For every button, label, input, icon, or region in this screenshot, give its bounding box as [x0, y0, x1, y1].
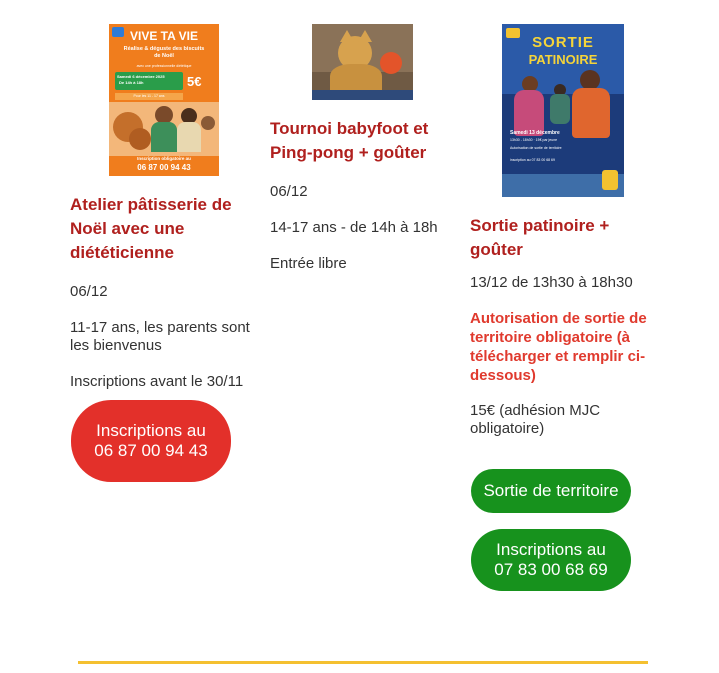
event-title: Tournoi babyfoot et Ping-pong + goûter [270, 119, 429, 162]
poster-heading-1: SORTIE [532, 34, 594, 51]
photo-cat-pingpong [312, 24, 413, 100]
poster-signup: inscription au 07 83 00 68 69 [510, 158, 555, 162]
event-text-patisserie [70, 193, 260, 391]
poster-permit: Autorisation de sortie de territoire [510, 146, 562, 150]
event-text-patinoire [470, 214, 660, 438]
poster-heading-2: PATINOIRE [528, 52, 598, 67]
poster-date-band [115, 72, 183, 90]
child-body-icon [151, 122, 177, 152]
paddle-icon [380, 52, 402, 74]
poster-date: Samedi 13 décembre [510, 130, 560, 136]
poster-illustration [109, 102, 219, 156]
skater-head-icon [580, 70, 600, 90]
event-title: Sortie patinoire + goûter [470, 216, 610, 259]
event-title: Atelier pâtisserie de Noël avec une diététicienne [70, 195, 232, 262]
poster-time: De 14h à 18h [119, 80, 144, 85]
signup-patinoire-button[interactable]: Inscriptions au 07 83 00 68 69 [471, 529, 631, 591]
cat-ear-icon [358, 30, 372, 42]
mjc-logo-icon [602, 170, 618, 190]
poster-patisserie [109, 24, 219, 176]
skater-body-icon [550, 94, 570, 124]
territory-form-button[interactable]: Sortie de territoire [471, 469, 631, 513]
child-head-icon [201, 116, 215, 130]
poster-details: 13h30 - 18h30 · 15€ par jeune [510, 138, 558, 142]
event-ages: 11-17 ans, les parents sont les bienvenus [70, 319, 250, 354]
signup-patisserie-button[interactable]: Inscriptions au 06 87 00 94 43 [71, 400, 231, 482]
cookie-icon [129, 128, 151, 150]
event-note: Inscriptions avant le 30/11 [70, 373, 244, 390]
event-date: 13/12 de 13h30 à 18h30 [470, 274, 633, 291]
territory-warning: Autorisation de sortie de territoire obligatoire (à télécharger et remplir ci-dessous) [470, 310, 647, 384]
poster-ages: Pour les 11 - 17 ans [115, 93, 183, 100]
event-ages: 14-17 ans - de 14h à 18h [270, 219, 438, 236]
poster-phone: 06 87 00 94 43 [137, 163, 191, 172]
poster-price: 5€ [187, 74, 202, 89]
poster-subtitle: Réalise & déguste des biscuits de Noël [123, 46, 205, 59]
poster-signup: Inscription obligatoire au [137, 156, 191, 161]
skater-body-icon [572, 88, 610, 138]
poster-line: avec une professionnelle diététique [136, 64, 192, 68]
event-date: 06/12 [270, 183, 308, 200]
child-body-icon [177, 122, 201, 152]
event-text-babyfoot [270, 117, 460, 273]
poster-patinoire [502, 24, 624, 197]
event-price: 15€ (adhésion MJC obligatoire) [470, 402, 601, 437]
cat-ear-icon [340, 30, 354, 42]
footer-divider [78, 661, 648, 664]
event-note: Entrée libre [270, 255, 347, 272]
event-date: 06/12 [70, 283, 108, 300]
poster-heading: VIVE TA VIE [129, 29, 198, 43]
table-icon [312, 90, 413, 100]
poster-date: Samedi 6 décembre 2025 [117, 74, 165, 79]
